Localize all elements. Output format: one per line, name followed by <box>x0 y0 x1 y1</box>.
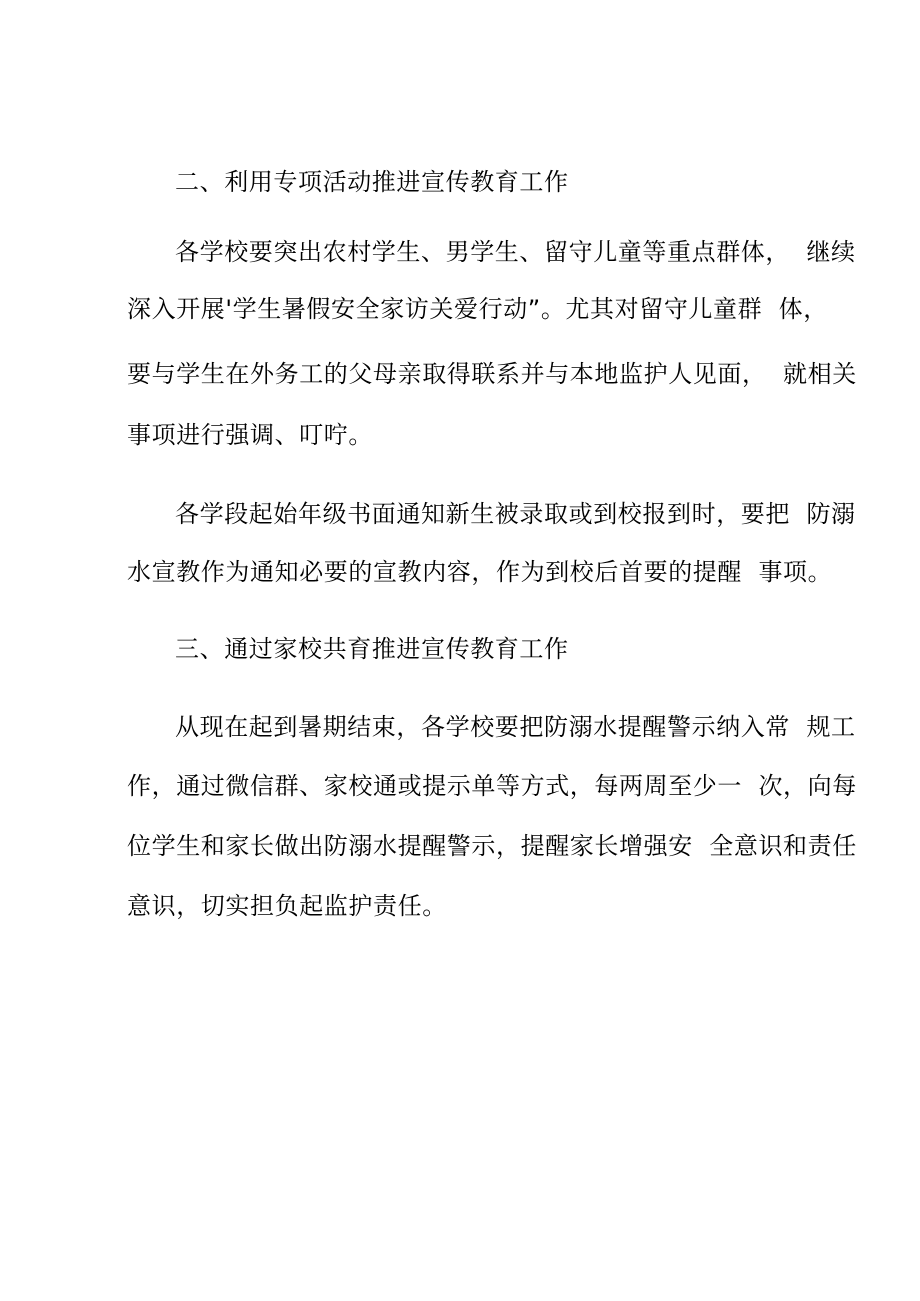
paragraph-3-line-3: 位学生和家长做出防溺水提醒警示，提醒家长增强安 全意识和责任 <box>127 832 857 860</box>
paragraph-3-line-2: 作，通过微信群、家校通或提示单等方式，每两周至少一 次，向每 <box>127 772 857 800</box>
paragraph-1-line-1: 各学校要突出农村学生、男学生、留守儿童等重点群体， 继续 <box>175 238 856 266</box>
paragraph-2-line-1: 各学段起始年级书面通知新生被录取或到校报到时，要把 防溺 <box>175 500 856 528</box>
section-3-heading: 三、通过家校共育推进宣传教育工作 <box>175 635 569 663</box>
paragraph-1-line-4: 事项进行强调、叮咛。 <box>127 421 373 449</box>
paragraph-3-line-4: 意识，切实担负起监护责任。 <box>127 892 447 920</box>
section-2-heading: 二、利用专项活动推进宣传教育工作 <box>175 168 569 196</box>
paragraph-1-line-2: 深入开展'学生暑假安全家访关爱行动”。尤其对留守儿童群 体， <box>127 295 828 323</box>
paragraph-1-line-3: 要与学生在外务工的父母亲取得联系并与本地监护人见面， 就相关 <box>127 360 857 388</box>
paragraph-3-line-1: 从现在起到暑期结束，各学校要把防溺水提醒警示纳入常 规工 <box>175 713 856 741</box>
paragraph-2-line-2: 水宣教作为通知必要的宣教内容，作为到校后首要的提醒 事项。 <box>127 558 833 586</box>
